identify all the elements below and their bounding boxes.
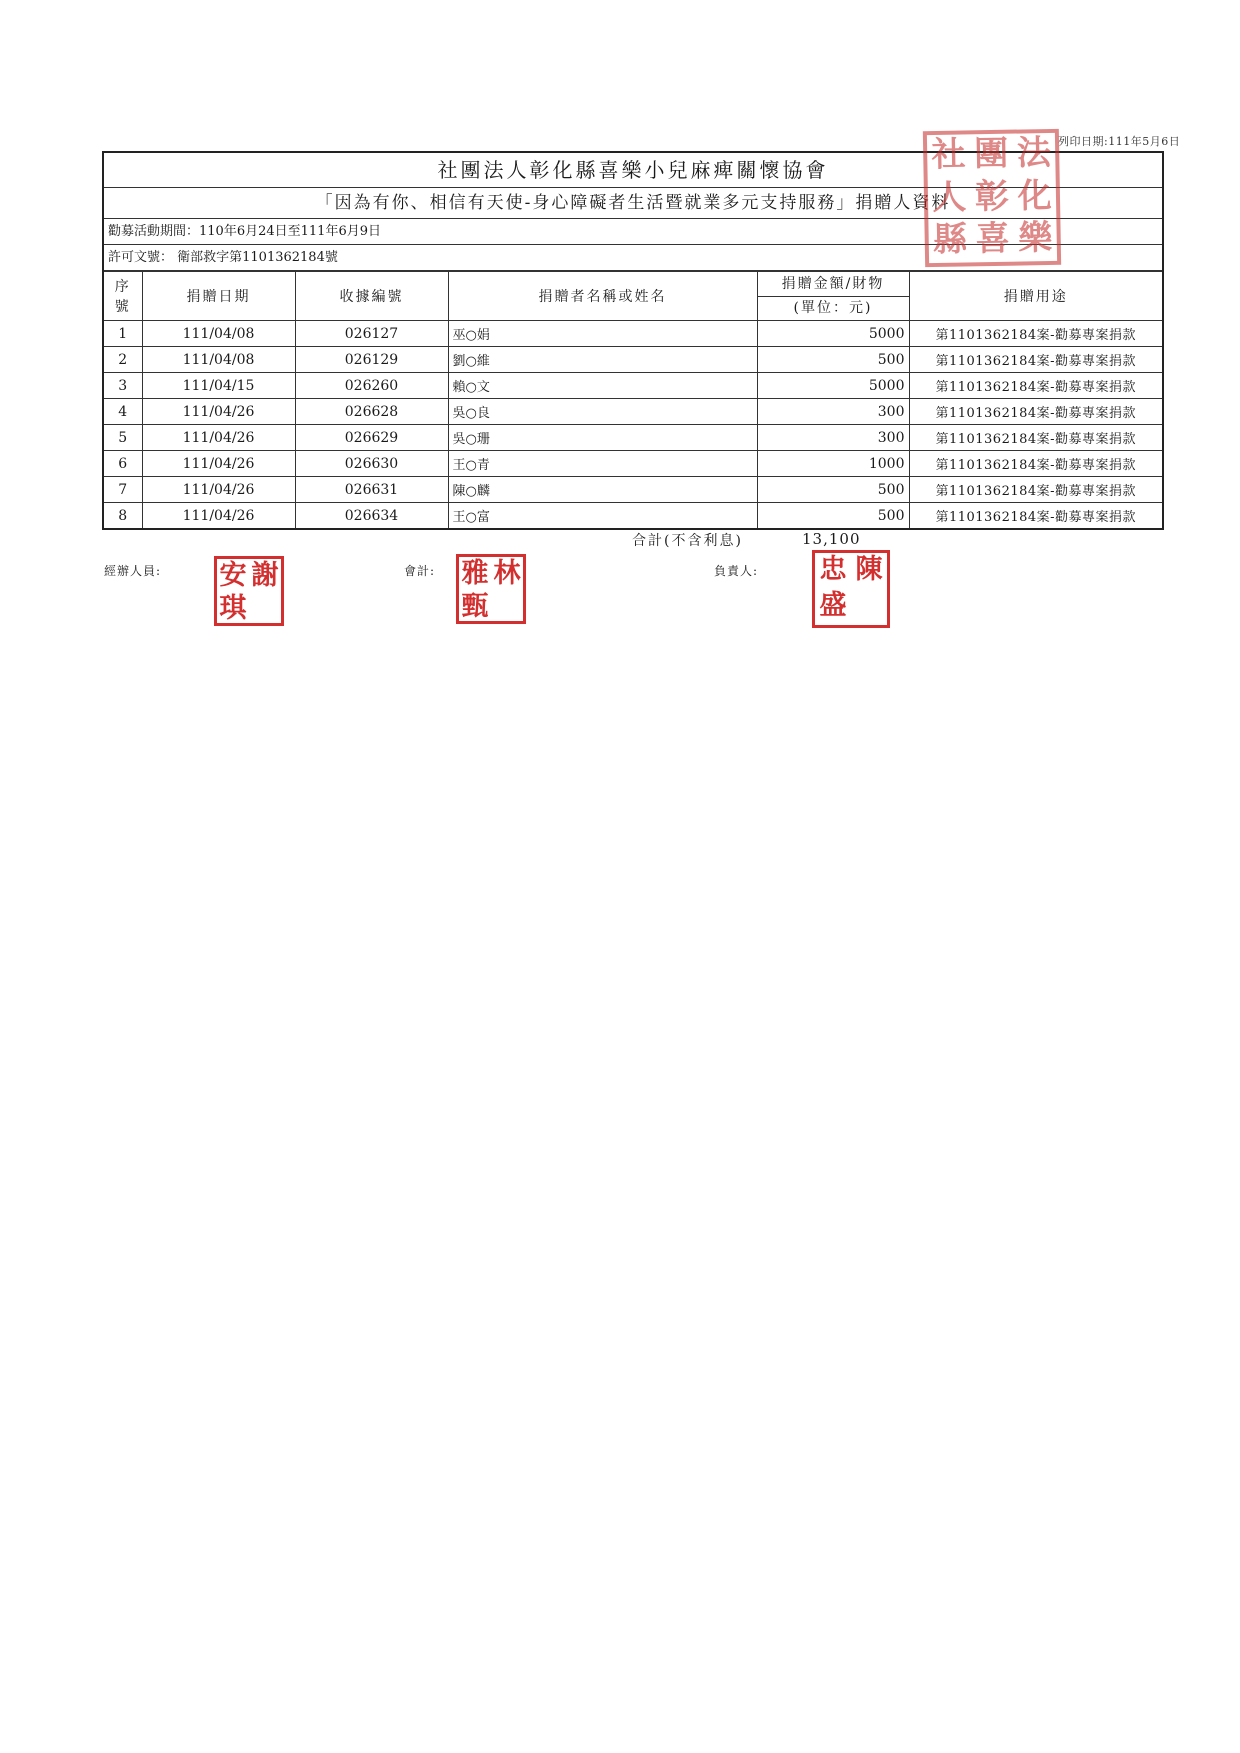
table-row [104, 373, 1162, 399]
col-header-seq: 序 號 [104, 272, 142, 321]
table-header-row [104, 272, 1162, 321]
row-amount: 500 [757, 503, 909, 529]
row-receipt: 026630 [295, 451, 448, 477]
row-date: 111/04/08 [142, 321, 295, 347]
row-donor: 吳○良 [448, 399, 757, 425]
row-date: 111/04/26 [142, 425, 295, 451]
chief-seal: 忠 陳 盛 [812, 550, 890, 628]
row-amount: 5000 [757, 373, 909, 399]
row-donor: 王○青 [448, 451, 757, 477]
row-purpose: 第1101362184案-勸募專案捐款 [909, 399, 1162, 425]
campaign-period: 勸募活動期間：110年6月24日至111年6月9日 [104, 219, 1162, 245]
row-date: 111/04/26 [142, 477, 295, 503]
row-purpose: 第1101362184案-勸募專案捐款 [909, 503, 1162, 529]
row-amount: 300 [757, 399, 909, 425]
form-subtitle: 「因為有你、相信有天使-身心障礙者生活暨就業多元支持服務」捐贈人資料 [104, 188, 1162, 219]
organization-seal: 社 團 法 人 彰 化 縣 喜 樂 [923, 129, 1061, 267]
donor-table [104, 271, 1162, 528]
row-date: 111/04/08 [142, 347, 295, 373]
row-seq: 7 [104, 477, 142, 503]
col-header-date: 捐贈日期 [142, 272, 295, 321]
row-amount: 500 [757, 347, 909, 373]
row-donor: 巫○娟 [448, 321, 757, 347]
row-date: 111/04/26 [142, 399, 295, 425]
row-purpose: 第1101362184案-勸募專案捐款 [909, 347, 1162, 373]
row-donor: 陳○麟 [448, 477, 757, 503]
row-donor: 賴○文 [448, 373, 757, 399]
row-receipt: 026629 [295, 425, 448, 451]
table-body [104, 321, 1162, 529]
row-seq: 1 [104, 321, 142, 347]
row-seq: 2 [104, 347, 142, 373]
row-donor: 劉○維 [448, 347, 757, 373]
form-title: 社團法人彰化縣喜樂小兒麻痺關懷協會 [104, 153, 1162, 188]
row-purpose: 第1101362184案-勸募專案捐款 [909, 451, 1162, 477]
table-row [104, 399, 1162, 425]
row-receipt: 026129 [295, 347, 448, 373]
table-row [104, 347, 1162, 373]
row-seq: 6 [104, 451, 142, 477]
table-row [104, 321, 1162, 347]
row-seq: 8 [104, 503, 142, 529]
print-date: 列印日期:111年5月6日 [1058, 135, 1181, 148]
row-receipt: 026127 [295, 321, 448, 347]
col-header-donor: 捐贈者名稱或姓名 [448, 272, 757, 321]
row-seq: 4 [104, 399, 142, 425]
handler-seal: 安 謝 琪 [214, 556, 284, 626]
row-purpose: 第1101362184案-勸募專案捐款 [909, 321, 1162, 347]
row-seq: 3 [104, 373, 142, 399]
total-label: 合計(不含利息) [632, 533, 743, 549]
row-purpose: 第1101362184案-勸募專案捐款 [909, 425, 1162, 451]
row-receipt: 026631 [295, 477, 448, 503]
row-receipt: 026628 [295, 399, 448, 425]
table-row [104, 477, 1162, 503]
row-donor: 王○富 [448, 503, 757, 529]
chief-label: 負責人: [714, 564, 759, 578]
row-date: 111/04/15 [142, 373, 295, 399]
handler-label: 經辦人員: [104, 564, 162, 578]
table-row [104, 451, 1162, 477]
donor-list-form [102, 151, 1164, 530]
accountant-label: 會計: [404, 564, 436, 578]
row-donor: 吳○珊 [448, 425, 757, 451]
row-date: 111/04/26 [142, 451, 295, 477]
row-receipt: 026260 [295, 373, 448, 399]
col-header-amount: 捐贈金額/財物 (單位：元) [757, 272, 909, 321]
row-receipt: 026634 [295, 503, 448, 529]
row-date: 111/04/26 [142, 503, 295, 529]
col-header-purpose: 捐贈用途 [909, 272, 1162, 321]
row-amount: 500 [757, 477, 909, 503]
row-purpose: 第1101362184案-勸募專案捐款 [909, 373, 1162, 399]
table-row [104, 425, 1162, 451]
row-amount: 1000 [757, 451, 909, 477]
table-row [104, 503, 1162, 529]
col-header-receipt: 收據編號 [295, 272, 448, 321]
row-amount: 5000 [757, 321, 909, 347]
total-value: 13,100 [802, 530, 861, 548]
row-purpose: 第1101362184案-勸募專案捐款 [909, 477, 1162, 503]
accountant-seal: 雅 林 甄 [456, 554, 526, 624]
row-amount: 300 [757, 425, 909, 451]
row-seq: 5 [104, 425, 142, 451]
permit-number: 許可文號： 衛部救字第1101362184號 [104, 245, 1162, 271]
